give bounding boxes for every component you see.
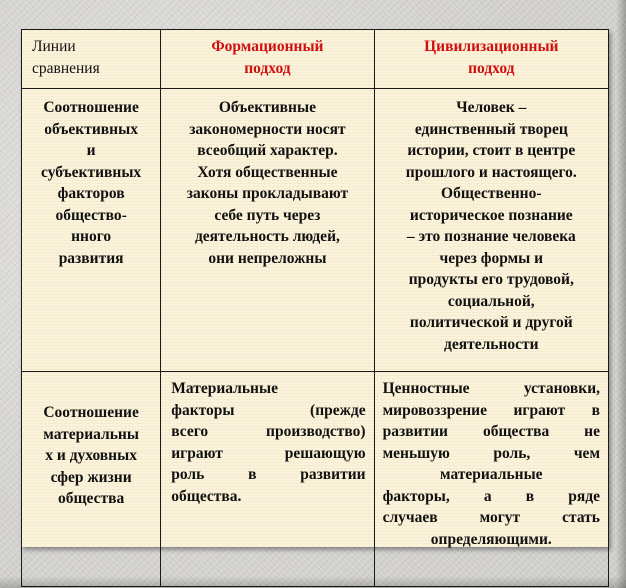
cell-text-line: развитии общества не: [382, 423, 600, 440]
comparison-table: [21, 29, 609, 587]
cell-text-line: нного: [71, 228, 112, 245]
civilizational-cell: [374, 372, 608, 587]
cell-text-line: закономерности носят: [189, 120, 346, 138]
row-label-cell: [22, 372, 161, 587]
cell-text-line: продукты его трудовой,: [408, 271, 574, 288]
table-row: [22, 372, 609, 587]
cell-text-line: развития: [58, 249, 124, 267]
cell-text-line: себе путь через: [214, 206, 321, 224]
cell-text-line: они непреложны: [208, 249, 327, 267]
civilizational-cell: [374, 89, 608, 372]
page-shadow-bottom: [0, 576, 626, 588]
cell-text-line: Соотношение: [43, 404, 139, 421]
cell-text-line: сфер жизни: [50, 468, 132, 486]
cell-text-line: субъективных: [41, 163, 142, 181]
cell-text-line: всеобщий характер.: [197, 142, 338, 159]
cell-text-line: факторы (прежде: [171, 401, 366, 419]
cell-text-line: – это познание человека: [406, 228, 576, 245]
cell-text-line: деятельность людей,: [194, 228, 340, 245]
cell-text-line: Общественно-: [441, 185, 542, 202]
table-header-row: [22, 30, 609, 89]
cell-text-line: х и духовных: [45, 447, 137, 464]
header-text-line: сравнения: [32, 59, 100, 77]
cell-text-line: мировоззрение играют в: [382, 401, 600, 419]
header-formational-approach: [161, 30, 374, 89]
page-shadow-right: [616, 0, 626, 588]
row-label-cell: [22, 89, 161, 372]
header-comparison-lines: [22, 30, 161, 89]
cell-text-line: всего производство): [171, 423, 366, 440]
comparison-table-wrapper: [21, 29, 609, 547]
cell-text-line: Ценностные установки,: [382, 380, 600, 397]
cell-text-line: Хотя общественные: [197, 163, 338, 181]
header-text-line: подход: [468, 59, 515, 77]
header-civilizational-approach: [374, 30, 608, 89]
header-text-line: Линии: [32, 38, 76, 55]
cell-text-line: определяющими.: [430, 530, 552, 548]
header-text-line: Формационный: [211, 38, 324, 55]
header-text-line: Цивилизационный: [424, 38, 559, 55]
cell-text-line: играют решающую: [171, 444, 366, 462]
formational-cell: [161, 372, 374, 587]
cell-text-line: общества: [57, 490, 125, 507]
cell-text-line: факторов: [57, 185, 125, 202]
cell-text-line: политической и другой: [409, 314, 573, 331]
cell-text-line: общества.: [171, 487, 242, 505]
cell-text-line: Материальные: [171, 380, 278, 397]
cell-text-line: Соотношение: [43, 99, 139, 116]
cell-text-line: социальной,: [447, 292, 535, 310]
cell-text-line: прошлого и настоящего.: [405, 163, 577, 181]
cell-text-line: историческое познание: [409, 206, 573, 224]
cell-text-line: истории, стоит в центре: [407, 142, 576, 159]
cell-text-line: факторы, а в ряде: [382, 487, 600, 505]
cell-text-line: и: [86, 142, 96, 159]
cell-text-line: случаев могут стать: [382, 509, 600, 526]
table-row: [22, 89, 609, 372]
cell-text-line: общество-: [55, 206, 127, 224]
cell-text-line: деятельности: [443, 335, 539, 353]
cell-text-line: Человек –: [456, 99, 527, 116]
cell-text-line: материальны: [43, 425, 139, 443]
cell-text-line: законы прокладывают: [186, 185, 349, 202]
cell-text-line: меньшую роль, чем: [382, 444, 600, 462]
cell-text-line: объективных: [44, 120, 138, 138]
cell-text-line: роль в развитии: [171, 466, 366, 483]
cell-text-line: материальные: [440, 466, 543, 483]
cell-text-line: единственный творец: [414, 120, 568, 138]
formational-cell: [161, 89, 374, 372]
cell-text-line: Объективные: [218, 99, 316, 116]
cell-text-line: через формы и: [439, 249, 544, 267]
header-text-line: подход: [244, 59, 291, 77]
